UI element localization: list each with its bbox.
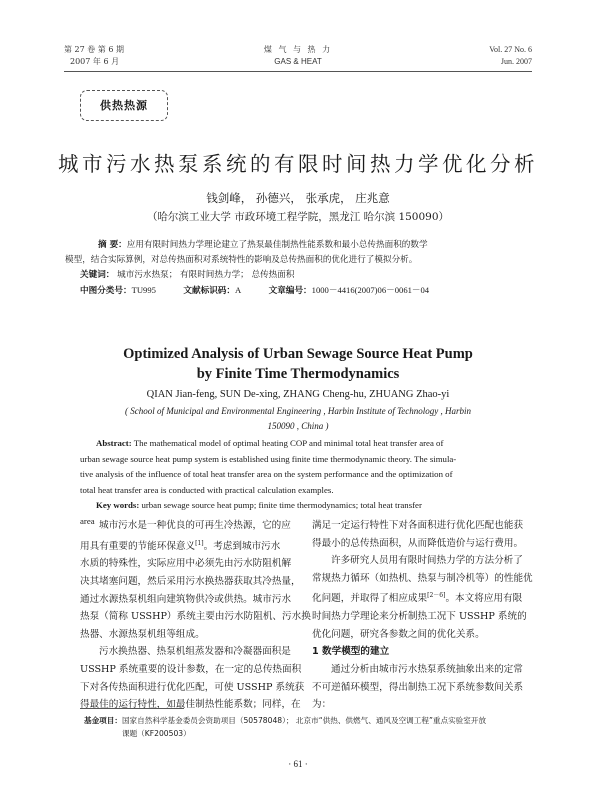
- paragraph-line: 热器、水源热泵机组等组成。: [80, 628, 205, 640]
- paragraph-line: 不可逆循环模型，得出制热工况下系统参数间关系: [312, 681, 524, 693]
- doc-code-label: 文献标识码：: [183, 286, 235, 296]
- footnote: [84, 714, 524, 740]
- paragraph-line: 通过水源热泵机组向建筑物供冷或供热。城市污水: [80, 593, 292, 605]
- paragraph-line: 满足一定运行特性下对各面积进行优化匹配也能获: [312, 520, 524, 531]
- affiliation-en-line2: 150090 , China ): [267, 421, 329, 431]
- title-zh: 城市污水热泵系统的有限时间热力学优化分析: [58, 152, 538, 176]
- abstract-zh: [65, 238, 520, 299]
- title-en-line1: Optimized Analysis of Urban Sewage Source Heat Pump: [123, 346, 473, 362]
- keywords-en-line2: area: [80, 515, 95, 526]
- citation-ref: [2－6]: [427, 592, 446, 600]
- column-tag-label: 供热热源: [100, 99, 148, 112]
- paragraph-line: USSHP 系统重要的设计参数，在一定的总传热面积: [80, 663, 302, 675]
- keywords-zh-text: 城市污水热泵； 有限时间热力学； 总传热面积: [117, 270, 295, 280]
- body-left-column: [80, 517, 311, 714]
- paragraph-line: 优化问题，研究各参数之间的优化关系。: [312, 628, 485, 640]
- abstract-zh-line2: 模型，结合实际算例，对总传热面积对系统特性的影响及总传热面积的优化进行了模拟分析。: [65, 255, 418, 265]
- paragraph-line: 。考虑到城市污水: [203, 540, 281, 552]
- abstract-zh-label: 摘 要：: [98, 240, 127, 250]
- paragraph-line: 水质的特殊性，实际应用中必须先由污水防阻机解: [80, 558, 292, 570]
- paragraph-line: 许多研究人员用有限时间热力学的方法分析了: [331, 555, 523, 567]
- header-date: 2007 年 6 月: [70, 57, 120, 66]
- paragraph-line: 得最小的总传热面积，从而降低造价与运行费用。: [312, 537, 524, 549]
- paragraph-line: 城市污水是一种优良的可再生冷热源，它的应: [99, 520, 291, 531]
- paragraph-line: 为：: [312, 699, 332, 711]
- paragraph-line: 化问题，并取得了相应成果: [312, 593, 428, 605]
- clc-value: TU995: [131, 285, 156, 295]
- footnote-line1: 国家自然科学基金委员会资助项目（50578048）； 北京市“供热、供燃气、通风及空调工程”重点实验室开放: [121, 716, 487, 725]
- keywords-en-line1: urban sewage source heat pump; finite time thermodynamics; total heat transfer: [141, 500, 422, 510]
- paragraph-line: 。本文将应用有限: [445, 593, 523, 605]
- article-id-label: 文章编号：: [268, 286, 312, 296]
- paragraph-line: 污水换热器、热泵机组蒸发器和冷凝器面积是: [99, 646, 291, 658]
- header-volume-issue: 第 27 卷 第 6 期: [64, 45, 124, 54]
- abstract-en: [80, 436, 520, 529]
- page-number: · 61 ·: [288, 759, 308, 769]
- footnote-line2: 课题（KF200503）: [122, 729, 191, 738]
- authors-zh: 钱剑峰， 孙德兴， 张承虎， 庄兆意: [206, 191, 390, 205]
- footnote-label: 基金项目：: [84, 716, 122, 725]
- header-month-year: Jun. 2007: [500, 57, 532, 66]
- abstract-en-line2: urban sewage source heat pump system is established using finite time thermodynamic theory. The simula-: [80, 453, 457, 464]
- paragraph-line: 热泵（简称 USSHP）系统主要由污水防阻机、污水换: [80, 611, 311, 623]
- clc-label: 中图分类号：: [80, 286, 132, 296]
- paragraph-line: 决其堵塞问题，然后采用污水换热器获取其冷热量，: [80, 575, 301, 587]
- article-id-value: 1000－4416(2007)06－0061－04: [311, 285, 430, 295]
- header-vol-no: Vol. 27 No. 6: [489, 45, 532, 54]
- paragraph-line: 下对各传热面积进行优化匹配，可使 USSHP 系统获: [80, 681, 305, 693]
- header-rule: [64, 71, 532, 72]
- paragraph-line: 用具有重要的节能环保意义: [80, 540, 196, 552]
- abstract-zh-line1: 应用有限时间热力学理论建立了热泵最佳制热性能系数和最小总传热面积的数学: [126, 240, 428, 250]
- abstract-en-line4: total heat transfer area is conducted with practical calculation examples.: [80, 484, 334, 495]
- paragraph-line: 通过分析由城市污水热泵系统抽象出来的定常: [331, 663, 523, 675]
- keywords-en-label: Key words:: [96, 500, 140, 510]
- abstract-en-label: Abstract:: [96, 438, 132, 448]
- citation-ref: [1]: [195, 539, 204, 547]
- header-journal-zh: 煤 气 与 热 力: [263, 45, 333, 54]
- section-heading: 1 数学模型的建立: [312, 646, 390, 658]
- body-right-column: [312, 517, 533, 714]
- paragraph-line: 得最佳的运行特性，如最佳制热性能系数；同样，在: [80, 699, 301, 711]
- paragraph-line: 常规热力循环（如热机、热泵与制冷机等）的性能优: [312, 572, 533, 584]
- abstract-en-line3: tive analysis of the influence of total heat transfer area on the system performance and the optimization of: [80, 469, 453, 479]
- doc-code-value: A: [234, 285, 242, 295]
- affiliation-en-line1: ( School of Municipal and Environmental Engineering , Harbin Institute of Technology , Harbin: [124, 406, 472, 416]
- keywords-zh-label: 关键词：: [80, 270, 115, 280]
- column-tag: [80, 90, 168, 121]
- footnote-rule: [80, 708, 184, 709]
- authors-en: QIAN Jian-feng, SUN De-xing, ZHANG Cheng-hu, ZHUANG Zhao-yi: [146, 389, 450, 400]
- affiliation-zh: （哈尔滨工业大学 市政环境工程学院，黑龙江 哈尔滨 150090）: [146, 211, 450, 223]
- header-journal-en: GAS & HEAT: [274, 57, 322, 66]
- paragraph-line: 时间热力学理论来分析制热工况下 USSHP 系统的: [312, 611, 527, 623]
- title-en-line2: by Finite Time Thermodynamics: [196, 366, 400, 382]
- abstract-en-line1: The mathematical model of optimal heating COP and minimal total heat transfer area of: [133, 438, 444, 448]
